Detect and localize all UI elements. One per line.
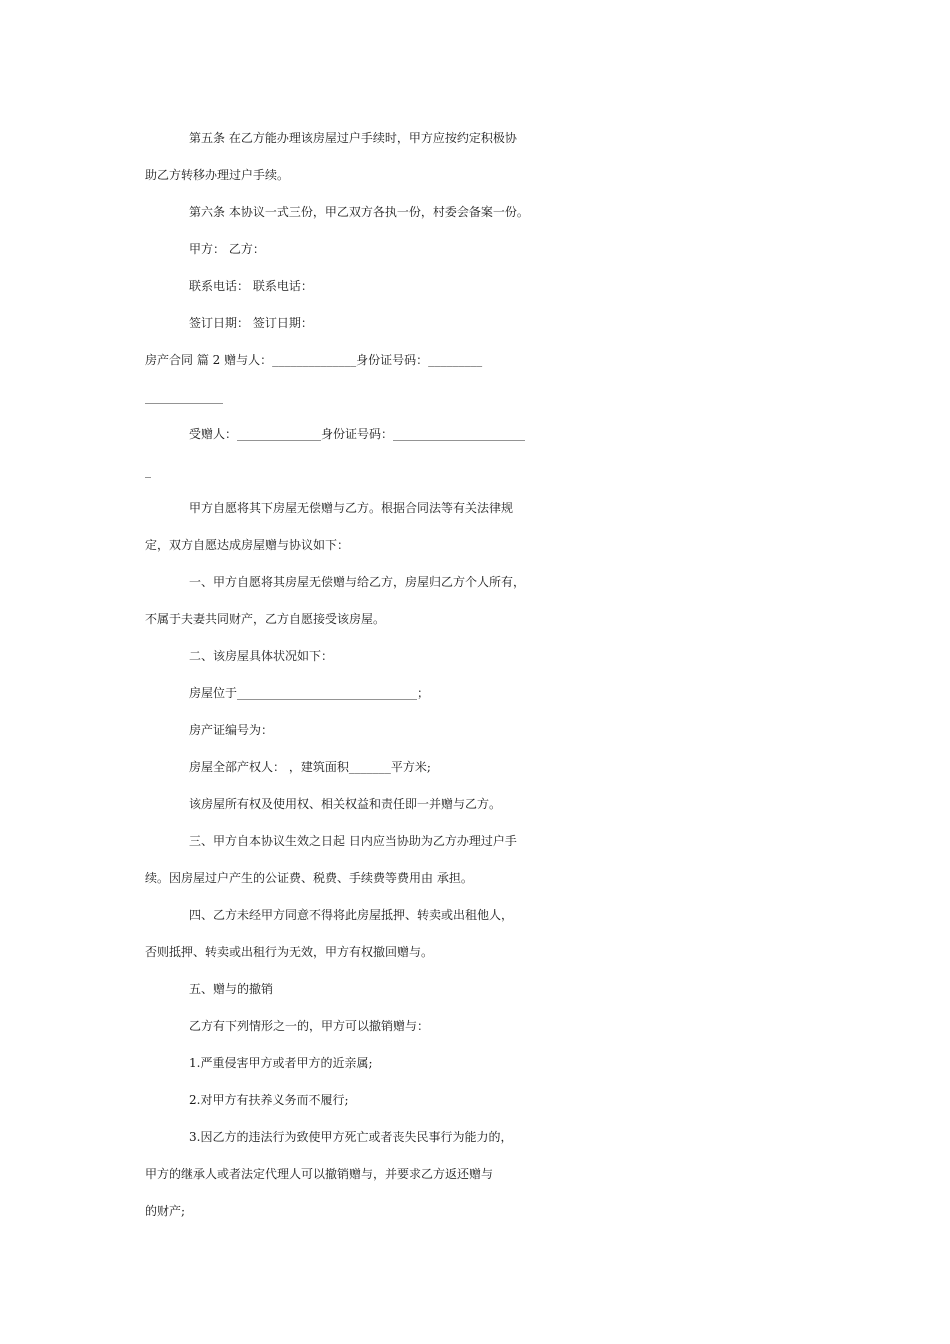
party-line: 甲方： 乙方： <box>189 242 265 256</box>
donor-id-continuation: _____________ <box>145 390 223 404</box>
article-6-line: 第六条 本协议一式三份，甲乙双方各执一份，村委会备案一份。 <box>189 205 529 219</box>
section-heading-donor-line: 房产合同 篇 2 赠与人：______________身份证号码：_________ <box>145 353 483 367</box>
revocation-item-3-line-1: 3.因乙方的违法行为致使甲方死亡或者丧失民事行为能力的， <box>189 1130 513 1144</box>
rights-transfer-line: 该房屋所有权及使用权、相关权益和责任即一并赠与乙方。 <box>189 797 502 811</box>
clause-4-line-1: 四、乙方未经甲方同意不得将此房屋抵押、转卖或出租他人， <box>189 908 514 922</box>
certificate-number-line: 房产证编号为： <box>189 723 274 737</box>
clause-2-heading: 二、该房屋具体状况如下： <box>189 649 334 663</box>
clause-1-line-2: 不属于夫妻共同财产，乙方自愿接受该房屋。 <box>145 612 386 626</box>
clause-3-line-2: 续。因房屋过户产生的公证费、税费、手续费等费用由 承担。 <box>145 871 473 885</box>
revocation-item-3-line-3: 的财产; <box>145 1204 186 1218</box>
article-5-line-2: 助乙方转移办理过户手续。 <box>145 168 290 182</box>
clause-5-heading: 五、赠与的撤销 <box>189 982 274 996</box>
house-location-line: 房屋位于______________________________； <box>189 686 430 700</box>
intro-line-2: 定，双方自愿达成房屋赠与协议如下： <box>145 538 350 552</box>
revocation-item-2: 2.对甲方有扶养义务而不履行; <box>189 1093 349 1107</box>
revocation-intro: 乙方有下列情形之一的，甲方可以撤销赠与： <box>189 1019 430 1033</box>
donee-id-continuation: _ <box>145 464 151 478</box>
owner-area-line: 房屋全部产权人： ，建筑面积_______平方米; <box>189 760 431 774</box>
donee-line: 受赠人：______________身份证号码：______________________ <box>189 427 526 441</box>
clause-1-line-1: 一、甲方自愿将其房屋无偿赠与给乙方，房屋归乙方个人所有， <box>189 575 526 589</box>
intro-line-1: 甲方自愿将其下房屋无偿赠与乙方。根据合同法等有关法律规 <box>189 501 514 515</box>
clause-3-line-1: 三、甲方自本协议生效之日起 日内应当协助为乙方办理过户手 <box>189 834 517 848</box>
revocation-item-3-line-2: 甲方的继承人或者法定代理人可以撤销赠与，并要求乙方返还赠与 <box>145 1167 494 1181</box>
phone-line: 联系电话： 联系电话： <box>189 279 313 293</box>
article-5-line-1: 第五条 在乙方能办理该房屋过户手续时，甲方应按约定积极协 <box>189 131 517 145</box>
revocation-item-1: 1.严重侵害甲方或者甲方的近亲属; <box>189 1056 373 1070</box>
clause-4-line-2: 否则抵押、转卖或出租行为无效，甲方有权撤回赠与。 <box>145 945 434 959</box>
sign-date-line: 签订日期： 签订日期： <box>189 316 313 330</box>
